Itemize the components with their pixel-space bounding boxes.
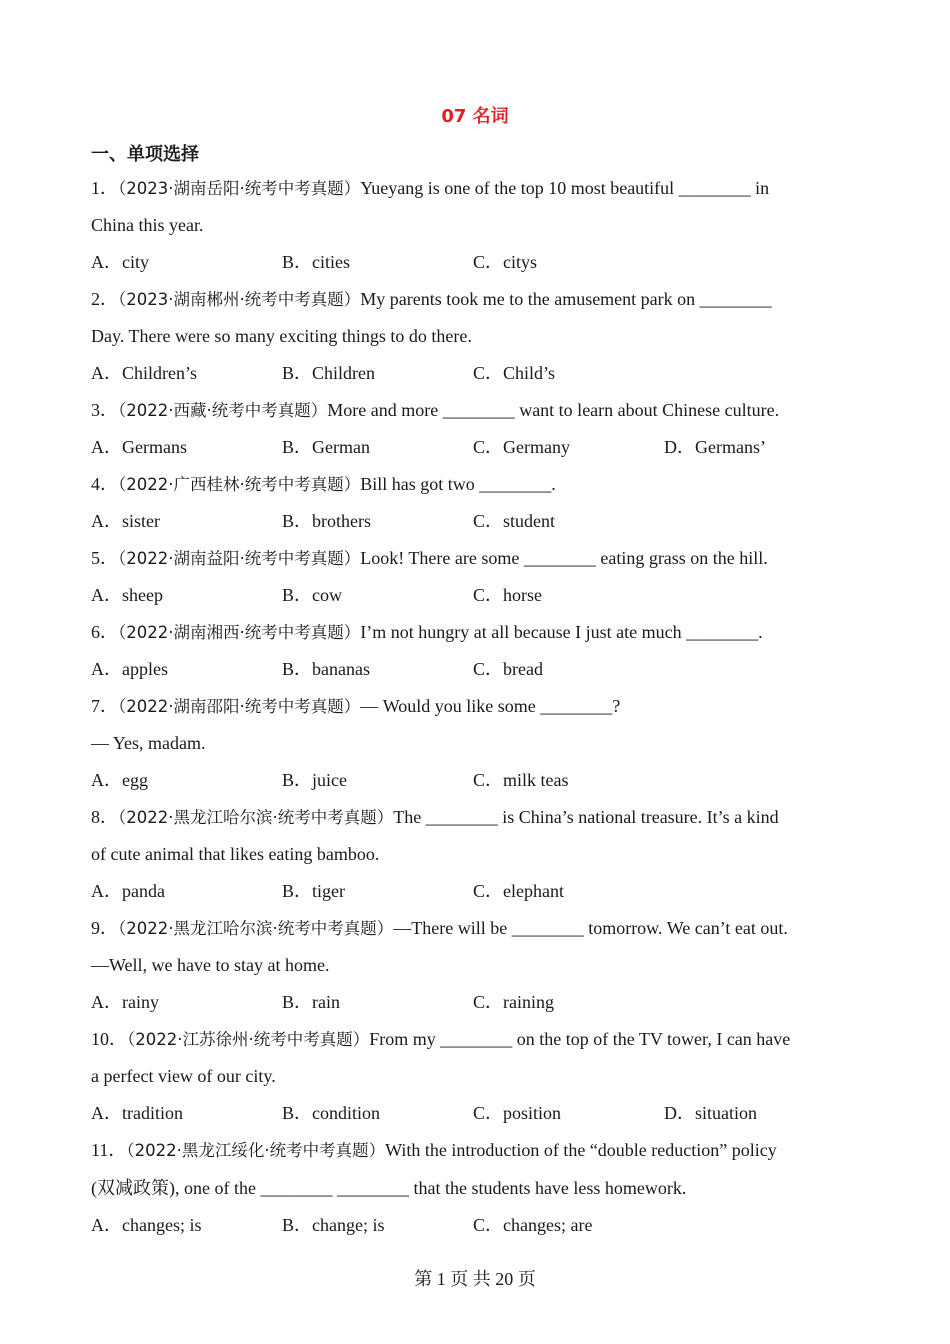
footer-suffix: 页	[517, 1269, 536, 1289]
option-c[interactable]: C．Child’s	[473, 363, 556, 383]
option-c[interactable]: C．raining	[473, 992, 554, 1012]
question-stem: Bill has got two ________.	[360, 474, 556, 494]
question-number: 8．	[91, 807, 118, 827]
question-1-line-2: China this year.	[91, 215, 204, 235]
question-stem: From my ________ on the top of the TV tower, I can have	[369, 1029, 791, 1049]
option-b[interactable]: B．brothers	[282, 511, 371, 531]
page-total: 20	[495, 1269, 514, 1289]
footer-prefix: 第	[414, 1269, 433, 1289]
question-source: （2022·广西桂林·统考中考真题）	[118, 475, 361, 494]
question-source: （2022·西藏·统考中考真题）	[118, 401, 328, 420]
option-c[interactable]: C．bread	[473, 659, 543, 679]
question-source: （2022·黑龙江哈尔滨·统考中考真题）	[118, 808, 394, 827]
question-7-line-2: — Yes, madam.	[91, 733, 206, 753]
option-a[interactable]: A．Children’s	[91, 363, 197, 383]
question-8-line-2: of cute animal that likes eating bamboo.	[91, 844, 380, 864]
question-4-line-1	[91, 472, 556, 497]
question-2-line-1	[91, 287, 772, 312]
option-b[interactable]: B．rain	[282, 992, 340, 1012]
option-d[interactable]: D．Germans’	[664, 437, 766, 457]
option-b[interactable]: B．tiger	[282, 881, 345, 901]
question-10-line-1	[91, 1027, 790, 1052]
option-c[interactable]: C．student	[473, 511, 556, 531]
question-5-line-1	[91, 546, 768, 571]
question-1-line-1	[91, 176, 769, 201]
question-source: （2023·湖南郴州·统考中考真题）	[118, 290, 361, 309]
option-a[interactable]: A．Germans	[91, 437, 187, 457]
question-10-line-2: a perfect view of our city.	[91, 1066, 276, 1086]
option-b[interactable]: B．German	[282, 437, 370, 457]
question-stem: With the introduction of the “double reduction” policy	[385, 1140, 777, 1160]
question-number: 11．	[91, 1140, 127, 1160]
question-stem: The ________ is China’s national treasure. It’s a kind	[393, 807, 779, 827]
page-footer	[0, 1265, 950, 1291]
option-b[interactable]: B．cow	[282, 585, 342, 605]
question-11-line-1	[91, 1138, 777, 1163]
question-number: 2．	[91, 289, 118, 309]
question-3-line-1	[91, 398, 779, 423]
option-c[interactable]: C．horse	[473, 585, 542, 605]
question-stem: Yueyang is one of the top 10 most beautiful ________ in	[360, 178, 770, 198]
option-b[interactable]: B．bananas	[282, 659, 370, 679]
page-number: 1	[436, 1269, 446, 1289]
question-source: （2022·湖南湘西·统考中考真题）	[118, 623, 361, 642]
question-number: 1．	[91, 178, 118, 198]
question-number: 10．	[91, 1029, 127, 1049]
question-11-line-2: (双减政策), one of the ________ ________ that the students have less homework.	[91, 1178, 687, 1198]
page-title: 07 名词	[441, 106, 509, 127]
option-a[interactable]: A．changes; is	[91, 1215, 202, 1235]
question-number: 3．	[91, 400, 118, 420]
question-source: （2022·湖南益阳·统考中考真题）	[118, 549, 361, 568]
question-number: 4．	[91, 474, 118, 494]
question-source: （2022·江苏徐州·统考中考真题）	[127, 1030, 370, 1049]
footer-mid: 页 共	[450, 1269, 491, 1289]
question-2-line-2: Day. There were so many exciting things to do there.	[91, 326, 472, 346]
option-a[interactable]: A．egg	[91, 770, 148, 790]
question-stem: —There will be ________ tomorrow. We can’t eat out.	[393, 918, 788, 938]
option-c[interactable]: C．citys	[473, 252, 538, 272]
option-c[interactable]: C．changes; are	[473, 1215, 593, 1235]
option-a[interactable]: A．sister	[91, 511, 160, 531]
option-d[interactable]: D．situation	[664, 1103, 757, 1123]
section-heading: 一、单项选择	[91, 144, 199, 165]
option-c[interactable]: C．milk teas	[473, 770, 569, 790]
option-b[interactable]: B．condition	[282, 1103, 380, 1123]
question-6-line-1	[91, 620, 763, 645]
question-stem: — Would you like some ________?	[360, 696, 621, 716]
question-source: （2023·湖南岳阳·统考中考真题）	[118, 179, 361, 198]
option-b[interactable]: B．juice	[282, 770, 347, 790]
option-c[interactable]: C．Germany	[473, 437, 570, 457]
question-number: 9．	[91, 918, 118, 938]
question-source: （2022·黑龙江绥化·统考中考真题）	[126, 1141, 386, 1160]
option-b[interactable]: B．change; is	[282, 1215, 385, 1235]
question-8-line-1	[91, 805, 779, 830]
option-a[interactable]: A．tradition	[91, 1103, 183, 1123]
question-9-line-2: —Well, we have to stay at home.	[91, 955, 330, 975]
question-source: （2022·黑龙江哈尔滨·统考中考真题）	[118, 919, 394, 938]
question-source: （2022·湖南邵阳·统考中考真题）	[118, 697, 361, 716]
option-b[interactable]: B．cities	[282, 252, 350, 272]
question-stem: More and more ________ want to learn about Chinese culture.	[327, 400, 780, 420]
option-a[interactable]: A．sheep	[91, 585, 163, 605]
option-c[interactable]: C．position	[473, 1103, 562, 1123]
question-9-line-1	[91, 916, 788, 941]
option-a[interactable]: A．panda	[91, 881, 165, 901]
question-number: 5．	[91, 548, 118, 568]
question-stem: I’m not hungry at all because I just ate much ________.	[360, 622, 763, 642]
question-number: 7．	[91, 696, 118, 716]
option-c[interactable]: C．elephant	[473, 881, 564, 901]
question-stem: My parents took me to the amusement park on ________	[360, 289, 772, 309]
option-a[interactable]: A．rainy	[91, 992, 159, 1012]
option-b[interactable]: B．Children	[282, 363, 375, 383]
question-stem: Look! There are some ________ eating grass on the hill.	[360, 548, 768, 568]
option-a[interactable]: A．apples	[91, 659, 168, 679]
question-number: 6．	[91, 622, 118, 642]
option-a[interactable]: A．city	[91, 252, 149, 272]
question-7-line-1	[91, 694, 620, 719]
